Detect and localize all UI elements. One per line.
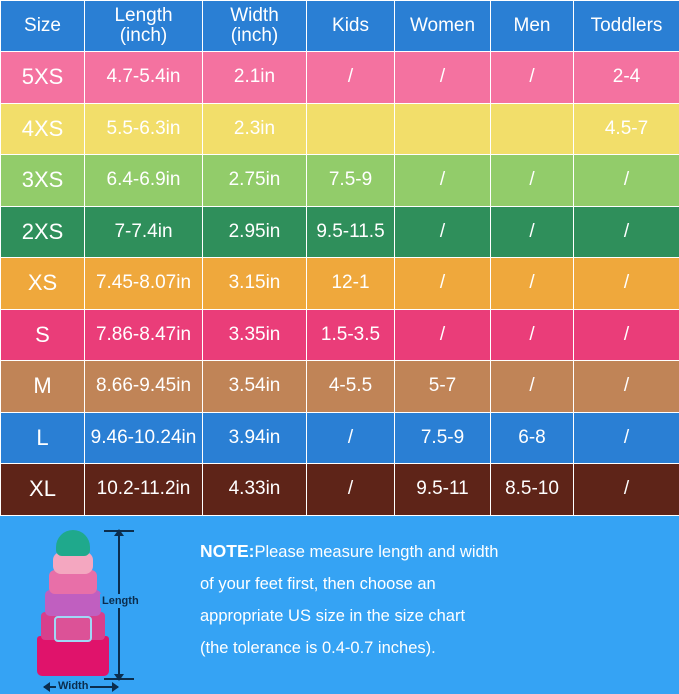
cell-size: 2XS xyxy=(1,206,85,258)
note-line-4: (the tolerance is 0.4-0.7 inches). xyxy=(200,632,498,664)
cell-width: 3.54in xyxy=(203,361,307,413)
column-header-width xyxy=(203,1,307,52)
cell-toddlers: / xyxy=(574,464,679,516)
note-line-3: appropriate US size in the size chart xyxy=(200,600,498,632)
cell-kids: 4-5.5 xyxy=(307,361,395,413)
cell-toddlers: / xyxy=(574,206,679,258)
cell-men xyxy=(491,103,574,155)
table-row xyxy=(1,464,679,516)
header-line: Width xyxy=(230,5,279,26)
header-line: Women xyxy=(410,15,475,36)
column-header-size xyxy=(1,1,85,52)
cell-women xyxy=(395,103,491,155)
header-line: Men xyxy=(514,15,551,36)
cell-kids: 9.5-11.5 xyxy=(307,206,395,258)
header-line: (inch) xyxy=(231,25,279,46)
header-line: (inch) xyxy=(120,25,168,46)
fin-illustration xyxy=(36,530,110,680)
table-row xyxy=(1,258,679,310)
length-dimension-label: Length xyxy=(100,594,141,608)
cell-length: 10.2-11.2in xyxy=(85,464,203,516)
cell-size: 5XS xyxy=(1,52,85,104)
cell-toddlers: / xyxy=(574,309,679,361)
cell-length: 7-7.4in xyxy=(85,206,203,258)
cell-kids xyxy=(307,103,395,155)
cell-men: 6-8 xyxy=(491,412,574,464)
table-body xyxy=(1,52,679,516)
cell-width: 2.95in xyxy=(203,206,307,258)
swim-fin-diagram xyxy=(0,516,196,694)
cell-width: 3.35in xyxy=(203,309,307,361)
cell-men: / xyxy=(491,206,574,258)
fin-strap-opening xyxy=(54,616,92,642)
column-header-women xyxy=(395,1,491,52)
cell-men: / xyxy=(491,52,574,104)
cell-size: S xyxy=(1,309,85,361)
cell-women: / xyxy=(395,309,491,361)
cell-length: 4.7-5.4in xyxy=(85,52,203,104)
table-row xyxy=(1,361,679,413)
header-line: Length xyxy=(114,5,172,26)
cell-width: 3.15in xyxy=(203,258,307,310)
cell-length: 9.46-10.24in xyxy=(85,412,203,464)
note-label: NOTE: xyxy=(200,541,254,561)
cell-women: / xyxy=(395,155,491,207)
cell-men: / xyxy=(491,309,574,361)
cell-width: 2.1in xyxy=(203,52,307,104)
cell-men: / xyxy=(491,155,574,207)
header-row xyxy=(1,1,679,52)
column-header-toddlers xyxy=(574,1,679,52)
cell-size: XL xyxy=(1,464,85,516)
cell-size: M xyxy=(1,361,85,413)
table-row xyxy=(1,206,679,258)
cell-women: / xyxy=(395,206,491,258)
cell-length: 8.66-9.45in xyxy=(85,361,203,413)
table-header xyxy=(1,1,679,52)
cell-kids: 7.5-9 xyxy=(307,155,395,207)
cell-toddlers: 4.5-7 xyxy=(574,103,679,155)
cell-women: 9.5-11 xyxy=(395,464,491,516)
column-header-men xyxy=(491,1,574,52)
cell-width: 2.3in xyxy=(203,103,307,155)
cell-kids: 1.5-3.5 xyxy=(307,309,395,361)
note-line-text: Please measure length and width xyxy=(254,543,498,561)
cell-toddlers: / xyxy=(574,412,679,464)
note-line-1 xyxy=(200,534,498,568)
cell-length: 7.86-8.47in xyxy=(85,309,203,361)
cell-length: 7.45-8.07in xyxy=(85,258,203,310)
cell-width: 3.94in xyxy=(203,412,307,464)
cell-kids: 12-1 xyxy=(307,258,395,310)
cell-size: XS xyxy=(1,258,85,310)
note-section xyxy=(0,516,679,694)
cell-women: / xyxy=(395,52,491,104)
cell-toddlers: / xyxy=(574,155,679,207)
cell-men: / xyxy=(491,258,574,310)
table-row xyxy=(1,103,679,155)
cell-toddlers: / xyxy=(574,361,679,413)
cell-size: L xyxy=(1,412,85,464)
note-line-2: of your feet first, then choose an xyxy=(200,568,498,600)
header-line: Toddlers xyxy=(591,15,663,36)
cell-women: 5-7 xyxy=(395,361,491,413)
cell-length: 6.4-6.9in xyxy=(85,155,203,207)
cell-toddlers: 2-4 xyxy=(574,52,679,104)
cell-length: 5.5-6.3in xyxy=(85,103,203,155)
note-text xyxy=(196,516,512,665)
cell-size: 3XS xyxy=(1,155,85,207)
cell-men: / xyxy=(491,361,574,413)
cell-women: / xyxy=(395,258,491,310)
width-dimension-label: Width xyxy=(56,679,90,693)
header-line: Size xyxy=(24,15,61,36)
cell-size: 4XS xyxy=(1,103,85,155)
column-header-length xyxy=(85,1,203,52)
cell-kids: / xyxy=(307,52,395,104)
cell-width: 4.33in xyxy=(203,464,307,516)
cell-men: 8.5-10 xyxy=(491,464,574,516)
table-row xyxy=(1,412,679,464)
table-row xyxy=(1,52,679,104)
cell-toddlers: / xyxy=(574,258,679,310)
table-row xyxy=(1,309,679,361)
cell-women: 7.5-9 xyxy=(395,412,491,464)
cell-width: 2.75in xyxy=(203,155,307,207)
cell-kids: / xyxy=(307,464,395,516)
cell-kids: / xyxy=(307,412,395,464)
table-row xyxy=(1,155,679,207)
header-line: Kids xyxy=(332,15,369,36)
fin-foot-pocket xyxy=(37,636,109,676)
fin-toe-cap xyxy=(56,530,90,556)
column-header-kids xyxy=(307,1,395,52)
